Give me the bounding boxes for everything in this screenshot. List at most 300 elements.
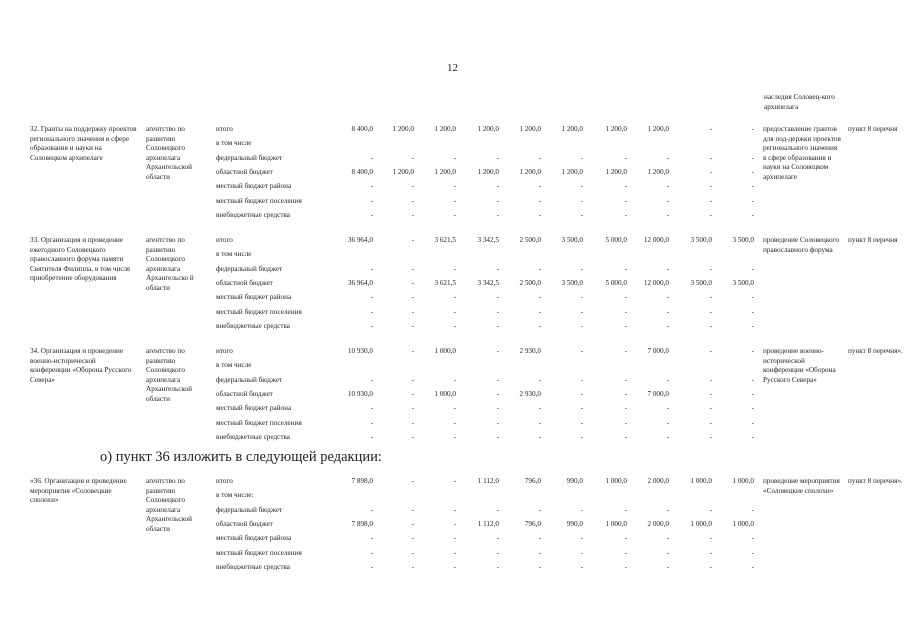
funding-value: - <box>411 404 414 413</box>
funding-row <box>0 419 905 433</box>
funding-row <box>0 520 905 534</box>
funding-value: 1 200,0 <box>647 167 669 176</box>
funding-value: - <box>580 548 583 557</box>
funding-value: 3 500,0 <box>732 236 754 244</box>
funding-value: 1 200,0 <box>561 125 583 133</box>
funding-value: - <box>624 562 627 571</box>
funding-value: 8 400,0 <box>351 125 373 133</box>
funding-row <box>0 477 905 491</box>
funding-value: - <box>411 264 414 273</box>
funding-value: 2 500,0 <box>519 236 541 244</box>
funding-value: 1 000,0 <box>732 477 754 485</box>
funding-source-label: итого <box>216 236 233 244</box>
funding-value: - <box>370 562 373 571</box>
funding-value: - <box>624 293 627 302</box>
funding-value: - <box>709 505 712 514</box>
funding-value: 7 898,0 <box>351 477 373 485</box>
entry-basis: проведение Соловецкого православного форума <box>763 236 839 254</box>
funding-value: - <box>496 210 499 219</box>
funding-value: - <box>411 210 414 219</box>
funding-value: 1 000,0 <box>732 519 754 528</box>
funding-value: - <box>453 264 456 273</box>
funding-value: 1 000,0 <box>434 347 456 355</box>
funding-value: 1 200,0 <box>561 167 583 176</box>
funding-value: - <box>751 389 754 398</box>
funding-value: - <box>580 264 583 273</box>
funding-value: - <box>496 389 499 398</box>
funding-value: - <box>624 375 627 384</box>
funding-value: - <box>496 153 499 162</box>
funding-value: - <box>709 264 712 273</box>
funding-value: - <box>709 196 712 205</box>
funding-source-label: федеральный бюджет <box>216 153 283 162</box>
funding-row <box>0 491 905 505</box>
funding-value: 3 500,0 <box>732 278 754 287</box>
funding-value: - <box>580 389 583 398</box>
funding-value: - <box>411 196 414 205</box>
funding-value: - <box>666 375 669 384</box>
funding-value: - <box>709 404 712 413</box>
funding-value: 1 200,0 <box>647 125 669 133</box>
funding-row <box>0 197 905 211</box>
funding-value: - <box>411 418 414 427</box>
funding-source-label: в том числе <box>216 250 252 259</box>
funding-value: 3 342,5 <box>477 236 499 244</box>
entry-executor: агентство по развитию Соловецкого архипелага Архангельской области <box>146 347 192 403</box>
funding-source-label: итого <box>216 477 233 485</box>
funding-value: - <box>709 418 712 427</box>
funding-value: - <box>496 548 499 557</box>
funding-value: - <box>751 307 754 316</box>
funding-value: - <box>370 264 373 273</box>
funding-source-label: областной бюджет <box>216 167 273 176</box>
entry-name: «36. Организация и проведение мероприятия «Соловецкие сполохи» <box>30 477 127 505</box>
funding-source-label: итого <box>216 125 233 133</box>
funding-value: 2 930,0 <box>519 389 541 398</box>
funding-value: - <box>411 534 414 543</box>
funding-value: - <box>624 307 627 316</box>
funding-value: 3 342,5 <box>477 278 499 287</box>
funding-value: - <box>666 404 669 413</box>
funding-value: - <box>370 307 373 316</box>
funding-row <box>0 308 905 322</box>
funding-value: - <box>666 182 669 191</box>
entry-reference: пункт 8 перечня <box>848 125 898 133</box>
funding-value: - <box>453 153 456 162</box>
funding-value: - <box>411 505 414 514</box>
funding-value: - <box>538 153 541 162</box>
funding-value: - <box>538 307 541 316</box>
entry-name: 32. Гранты на поддержку проектов регионального значения в сфере образования и науки на Соловецком архипелаге <box>30 125 137 162</box>
funding-value: 8 400,0 <box>351 167 373 176</box>
funding-value: 1 200,0 <box>519 125 541 133</box>
funding-value: - <box>453 293 456 302</box>
funding-value: - <box>496 562 499 571</box>
funding-value: - <box>624 347 627 355</box>
funding-source-label: местный бюджет поселения <box>216 418 302 427</box>
funding-source-label: местный бюджет поселения <box>216 307 302 316</box>
funding-row <box>0 433 905 447</box>
funding-row <box>0 534 905 548</box>
funding-value: - <box>411 293 414 302</box>
funding-value: - <box>751 505 754 514</box>
funding-value: - <box>538 418 541 427</box>
funding-value: - <box>666 196 669 205</box>
funding-value: - <box>709 321 712 330</box>
funding-value: 1 200,0 <box>434 125 456 133</box>
funding-value: 10 930,0 <box>347 347 373 355</box>
funding-value: - <box>624 321 627 330</box>
funding-value: 3 500,0 <box>561 278 583 287</box>
funding-value: - <box>496 321 499 330</box>
funding-source-label: областной бюджет <box>216 389 273 398</box>
funding-value: - <box>538 562 541 571</box>
section-heading: о) пункт 36 изложить в следующей редакции: <box>100 449 382 465</box>
funding-value: - <box>751 196 754 205</box>
funding-value: - <box>751 562 754 571</box>
funding-value: 3 621,5 <box>434 278 456 287</box>
funding-row <box>0 154 905 168</box>
funding-value: - <box>370 548 373 557</box>
funding-value: 12 000,0 <box>643 236 669 244</box>
funding-value: - <box>624 548 627 557</box>
entry-reference: пункт 8 перечня». <box>848 477 903 485</box>
funding-value: - <box>453 418 456 427</box>
funding-value: - <box>496 307 499 316</box>
funding-value: - <box>751 293 754 302</box>
funding-value: - <box>709 389 712 398</box>
funding-value: - <box>709 182 712 191</box>
funding-value: 36 964,0 <box>347 236 373 244</box>
funding-value: - <box>411 153 414 162</box>
funding-value: - <box>370 293 373 302</box>
funding-value: - <box>496 534 499 543</box>
funding-value: - <box>709 210 712 219</box>
funding-value: - <box>411 347 414 355</box>
funding-value: - <box>751 548 754 557</box>
funding-value: - <box>580 182 583 191</box>
funding-source-label: в том числе: <box>216 491 254 500</box>
entry-basis: проведение военно-исторической конференции «Оборона Русского Севера» <box>763 347 836 384</box>
funding-value: 990,0 <box>566 477 583 485</box>
funding-source-label: внебюджетные средства <box>216 562 290 571</box>
funding-row <box>0 506 905 520</box>
funding-value: - <box>666 562 669 571</box>
funding-source-label: внебюджетные средства <box>216 321 290 330</box>
funding-value: - <box>624 196 627 205</box>
funding-row <box>0 182 905 196</box>
funding-value: - <box>751 125 754 133</box>
funding-value: - <box>624 534 627 543</box>
funding-value: 3 621,5 <box>434 236 456 244</box>
funding-value: 12 000,0 <box>643 278 669 287</box>
funding-value: - <box>580 375 583 384</box>
funding-source-label: областной бюджет <box>216 278 273 287</box>
funding-value: - <box>624 182 627 191</box>
funding-value: 1 000,0 <box>434 389 456 398</box>
funding-value: - <box>411 236 414 244</box>
funding-value: - <box>496 293 499 302</box>
funding-row <box>0 293 905 307</box>
funding-value: - <box>751 167 754 176</box>
funding-row <box>0 139 905 153</box>
funding-value: 7 000,0 <box>647 389 669 398</box>
funding-value: 796,0 <box>524 477 541 485</box>
funding-source-label: местный бюджет района <box>216 293 292 302</box>
funding-value: - <box>751 264 754 273</box>
funding-value: 10 930,0 <box>347 389 373 398</box>
funding-value: - <box>580 347 583 355</box>
funding-value: - <box>538 534 541 543</box>
funding-value: - <box>666 432 669 441</box>
funding-value: - <box>751 375 754 384</box>
funding-value: - <box>751 404 754 413</box>
funding-value: - <box>453 519 456 528</box>
funding-value: - <box>580 321 583 330</box>
funding-row <box>0 168 905 182</box>
funding-value: - <box>496 375 499 384</box>
funding-value: - <box>370 418 373 427</box>
funding-value: - <box>751 182 754 191</box>
entry-reference: пункт 8 перечня». <box>848 347 903 355</box>
funding-value: - <box>411 307 414 316</box>
entry-executor: агентство по развитию Соловецкого архипелага Архангельской области <box>146 125 192 181</box>
funding-value: - <box>370 321 373 330</box>
funding-row <box>0 347 905 361</box>
funding-value: - <box>709 167 712 176</box>
funding-value: 1 000,0 <box>605 519 627 528</box>
funding-value: - <box>496 432 499 441</box>
funding-value: - <box>411 548 414 557</box>
funding-value: - <box>453 548 456 557</box>
funding-value: - <box>666 505 669 514</box>
funding-value: - <box>453 505 456 514</box>
funding-value: - <box>453 210 456 219</box>
funding-value: - <box>496 264 499 273</box>
funding-value: - <box>453 375 456 384</box>
funding-value: - <box>580 534 583 543</box>
funding-value: - <box>538 375 541 384</box>
funding-value: - <box>453 534 456 543</box>
funding-value: - <box>453 307 456 316</box>
funding-source-label: федеральный бюджет <box>216 505 283 514</box>
funding-value: - <box>709 347 712 355</box>
funding-value: - <box>496 505 499 514</box>
funding-value: - <box>709 125 712 133</box>
funding-value: - <box>453 182 456 191</box>
funding-value: - <box>624 432 627 441</box>
funding-source-label: местный бюджет района <box>216 182 292 191</box>
funding-value: 1 200,0 <box>392 125 414 133</box>
funding-value: - <box>496 404 499 413</box>
funding-value: 2 000,0 <box>647 519 669 528</box>
funding-value: 2 500,0 <box>519 278 541 287</box>
funding-value: - <box>580 505 583 514</box>
funding-value: 2 000,0 <box>647 477 669 485</box>
funding-value: - <box>666 307 669 316</box>
funding-value: - <box>370 534 373 543</box>
funding-value: - <box>666 548 669 557</box>
funding-value: - <box>666 264 669 273</box>
funding-value: - <box>624 153 627 162</box>
entry-name: 34. Организация и проведение военно-исторической конференции «Оборона Русского Севера» <box>30 347 132 384</box>
funding-value: - <box>751 321 754 330</box>
funding-value: - <box>411 432 414 441</box>
funding-value: - <box>580 196 583 205</box>
funding-row <box>0 390 905 404</box>
funding-value: 7 898,0 <box>351 519 373 528</box>
funding-row <box>0 322 905 336</box>
funding-value: - <box>370 404 373 413</box>
funding-value: 1 200,0 <box>477 167 499 176</box>
funding-value: 7 000,0 <box>647 347 669 355</box>
funding-value: - <box>411 562 414 571</box>
funding-value: - <box>751 210 754 219</box>
funding-value: - <box>666 534 669 543</box>
funding-value: - <box>453 477 456 485</box>
funding-value: - <box>453 562 456 571</box>
continued-basis-text: наследия Соловец-кого архипелага <box>764 93 835 111</box>
funding-value: 5 000,0 <box>605 278 627 287</box>
funding-value: - <box>580 418 583 427</box>
funding-value: - <box>453 321 456 330</box>
funding-value: 36 964,0 <box>347 278 373 287</box>
funding-value: - <box>370 196 373 205</box>
funding-value: 3 500,0 <box>561 236 583 244</box>
funding-value: - <box>709 432 712 441</box>
funding-value: 1 200,0 <box>605 125 627 133</box>
funding-value: - <box>709 548 712 557</box>
funding-value: 2 930,0 <box>519 347 541 355</box>
funding-value: - <box>453 404 456 413</box>
entry-executor: агентство по развитию Соловецкого архипелага Архангельской области <box>146 477 192 533</box>
funding-value: 1 200,0 <box>477 125 499 133</box>
funding-value: - <box>580 432 583 441</box>
funding-value: - <box>624 404 627 413</box>
funding-source-label: итого <box>216 347 233 355</box>
entry-executor: агентство по развитию Соловецкого архипелага Архангельско й области <box>146 236 194 292</box>
funding-value: - <box>538 293 541 302</box>
funding-value: - <box>538 182 541 191</box>
funding-source-label: местный бюджет района <box>216 534 292 543</box>
funding-value: - <box>751 418 754 427</box>
funding-value: - <box>624 389 627 398</box>
funding-value: - <box>624 505 627 514</box>
funding-value: - <box>370 182 373 191</box>
entry-basis: предоставление грантов для под-держки проектов регионального значения в сфере образования и науки на Соловецком архипелаге <box>763 125 841 181</box>
funding-value: - <box>370 432 373 441</box>
entry-reference: пункт 8 перечня <box>848 236 898 244</box>
funding-value: - <box>370 153 373 162</box>
funding-source-label: в том числе <box>216 361 252 370</box>
funding-row <box>0 361 905 375</box>
funding-row <box>0 279 905 293</box>
entry-basis: проведение мероприятия «Соловецкие сполохи» <box>763 477 840 495</box>
funding-value: - <box>709 534 712 543</box>
funding-value: - <box>411 519 414 528</box>
funding-value: - <box>538 210 541 219</box>
funding-source-label: местный бюджет поселения <box>216 548 302 557</box>
funding-value: - <box>709 375 712 384</box>
funding-value: - <box>538 404 541 413</box>
funding-value: - <box>496 196 499 205</box>
funding-value: - <box>538 196 541 205</box>
funding-value: 5 000,0 <box>605 236 627 244</box>
funding-value: - <box>580 293 583 302</box>
funding-value: - <box>580 307 583 316</box>
funding-row <box>0 211 905 225</box>
funding-value: - <box>370 505 373 514</box>
funding-value: 796,0 <box>524 519 541 528</box>
funding-source-label: внебюджетные средства <box>216 432 290 441</box>
funding-value: - <box>666 153 669 162</box>
funding-value: 1 112,0 <box>477 519 499 528</box>
funding-value: - <box>751 534 754 543</box>
funding-value: - <box>580 404 583 413</box>
funding-value: - <box>624 418 627 427</box>
funding-row <box>0 236 905 250</box>
funding-value: - <box>370 375 373 384</box>
funding-value: - <box>751 153 754 162</box>
funding-value: - <box>538 548 541 557</box>
funding-value: - <box>496 418 499 427</box>
funding-value: - <box>453 432 456 441</box>
funding-source-label: федеральный бюджет <box>216 375 283 384</box>
entry-name: 33. Организация и проведение ежегодного Соловецкого православного форума памяти Святителя Филиппа, в том числе приобретение оборудования <box>30 236 131 283</box>
funding-value: - <box>709 293 712 302</box>
funding-row <box>0 125 905 139</box>
funding-value: - <box>370 210 373 219</box>
funding-value: - <box>411 389 414 398</box>
funding-value: - <box>496 182 499 191</box>
funding-value: - <box>666 210 669 219</box>
funding-value: 1 200,0 <box>392 167 414 176</box>
funding-value: - <box>624 264 627 273</box>
funding-value: - <box>709 307 712 316</box>
funding-value: - <box>538 264 541 273</box>
funding-value: - <box>538 505 541 514</box>
funding-value: - <box>751 347 754 355</box>
funding-value: - <box>666 418 669 427</box>
funding-value: - <box>453 196 456 205</box>
funding-value: - <box>580 210 583 219</box>
funding-value: 1 112,0 <box>477 477 499 485</box>
funding-value: 1 000,0 <box>690 477 712 485</box>
funding-value: - <box>751 432 754 441</box>
funding-value: 1 000,0 <box>605 477 627 485</box>
funding-source-label: местный бюджет района <box>216 404 292 413</box>
funding-source-label: местный бюджет поселения <box>216 196 302 205</box>
funding-row <box>0 549 905 563</box>
funding-value: 1 200,0 <box>605 167 627 176</box>
funding-value: 3 500,0 <box>690 278 712 287</box>
funding-row <box>0 404 905 418</box>
page-number: 12 <box>447 62 458 74</box>
funding-value: 1 000,0 <box>690 519 712 528</box>
funding-value: - <box>709 562 712 571</box>
funding-source-label: внебюджетные средства <box>216 210 290 219</box>
funding-value: - <box>538 432 541 441</box>
funding-row <box>0 250 905 264</box>
funding-value: - <box>580 153 583 162</box>
funding-value: - <box>538 321 541 330</box>
funding-value: - <box>411 321 414 330</box>
funding-value: - <box>666 293 669 302</box>
funding-value: - <box>580 562 583 571</box>
funding-value: - <box>709 153 712 162</box>
funding-source-label: в том числе <box>216 139 252 148</box>
funding-value: 1 200,0 <box>434 167 456 176</box>
